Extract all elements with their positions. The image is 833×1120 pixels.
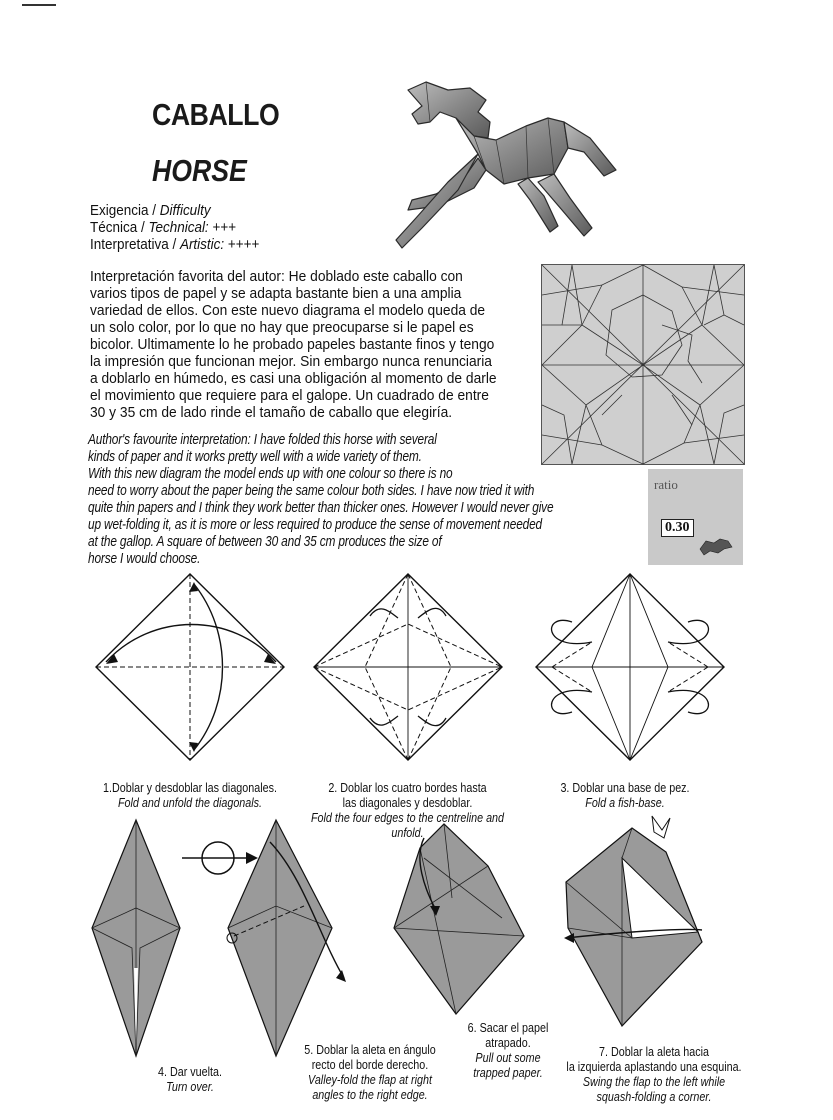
mini-horse-icon xyxy=(700,539,732,555)
step-1-diagram xyxy=(92,572,288,762)
step-7-diagram xyxy=(562,812,712,1028)
step-4-diagram xyxy=(88,818,184,1058)
crease-pattern xyxy=(541,264,745,465)
description-es: Interpretación favorita del autor: He doblado este caballo con varios tipos de papel y se adapta bastante bien a una amplia variedad de ellos. Con este nuevo diagrama el modelo queda de un solo color, por lo que no hay que preocuparse si le papel es bicolor. Ultimamente lo he probado papeles bastante finos y tengo la impresión que funcionan mejor. Sin embargo nunca renunciaria a doblarlo en húmedo, es casi una obligación al momento de darle el movimiento que requiere para el galope. Un cuadrado de entre 30 y 35 cm de lado rinde el tamaño de caballo que elegiría. xyxy=(90,268,497,421)
step-7-caption: 7. Doblar la aleta hacia la izquierda aplastando una esquina. Swing the flap to the left while squash-folding a corner. xyxy=(566,1045,742,1104)
ratio-box xyxy=(648,469,743,565)
step-5-caption: 5. Doblar la aleta en ángulo recto del borde derecho. Valley-fold the flap at right angles to the right edge. xyxy=(304,1043,436,1102)
corner-mark xyxy=(22,4,56,6)
step-6-caption: 6. Sacar el papel atrapado. Pull out some trapped paper. xyxy=(467,1021,549,1080)
artistic-line: Interpretativa / Artistic: ++++ xyxy=(90,237,260,253)
difficulty-line: Exigencia / Difficulty xyxy=(90,203,211,219)
step-2-caption: 2. Doblar los cuatro bordes hasta las diagonales y desdoblar. Fold the four edges to the centreline and unfold. xyxy=(310,781,505,840)
step-3-diagram xyxy=(532,572,728,762)
technical-line: Técnica / Technical: +++ xyxy=(90,220,237,236)
step-1-caption: 1.Doblar y desdoblar las diagonales. Fold and unfold the diagonals. xyxy=(103,781,277,810)
page-subtitle: HORSE xyxy=(152,153,247,188)
step-2-diagram xyxy=(310,572,506,762)
step-5-diagram xyxy=(224,818,354,1058)
ratio-value: 0.30 xyxy=(661,519,694,537)
step-6-diagram xyxy=(384,818,534,1018)
step-3-caption: 3. Doblar una base de pez. Fold a fish-base. xyxy=(560,781,690,810)
ratio-label: ratio xyxy=(654,477,678,492)
difficulty-block xyxy=(90,203,259,254)
step-4-caption: 4. Dar vuelta. Turn over. xyxy=(158,1065,222,1094)
horse-illustration xyxy=(378,78,638,278)
description-en: Author's favourite interpretation: I have folded this horse with several kinds of paper and it works pretty well with a wide variety of them. With this new diagram the model ends up with one colour so there is no need to worry about the paper being the same colour both sides. I have now tried it with quite thin papers and I think they work better than thicker ones. However I would never give up wet-folding it, as it is more or less required to produce the sense of movement needed at the gallop. A square of between 30 and 35 cm produces the size of horse I would choose. xyxy=(88,432,554,567)
page-title: CABALLO xyxy=(152,97,280,132)
